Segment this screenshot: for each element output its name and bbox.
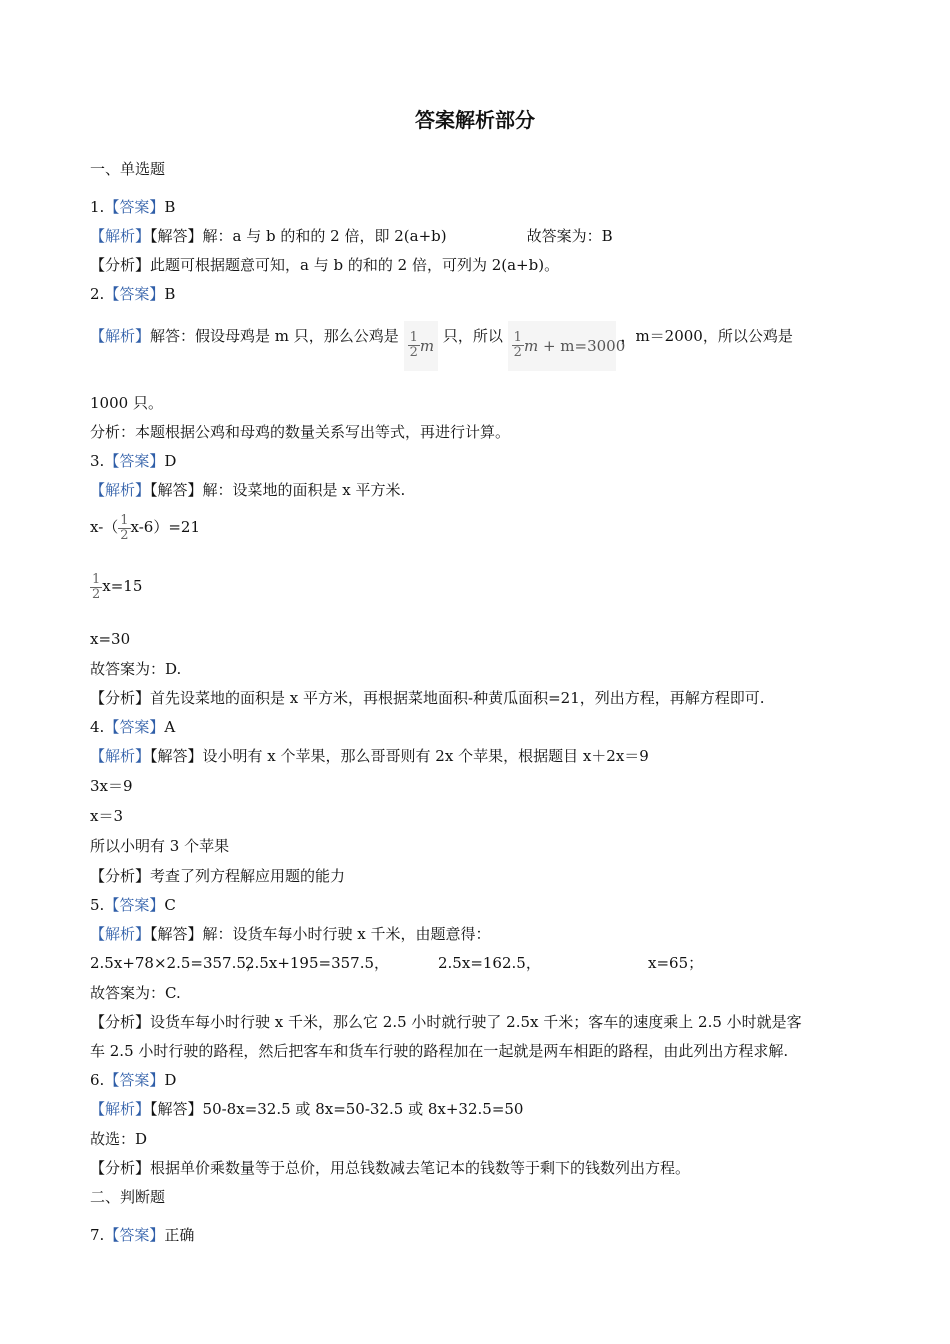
- q6-num: 6.: [90, 1071, 105, 1089]
- q5-fenxi-2: 车 2.5 小时行驶的路程，然后把客车和货车行驶的路程加在一起就是两车相距的路程，由此列出方程求解.: [90, 1042, 789, 1060]
- half-fraction: $\frac{1}{2}$: [92, 571, 101, 602]
- q3-fenxi: [90, 688, 765, 708]
- answer-tag: 【答案】: [104, 285, 165, 303]
- q5-eq3: 2.5x=162.5，: [438, 954, 541, 972]
- q6-analysis: [90, 1099, 523, 1119]
- jiexi-tag: 【解析】: [90, 327, 151, 345]
- q3-eq3: x=30: [90, 630, 131, 648]
- q6-fx: 根据单价乘数量等于总价，用总钱数减去笔记本的钱数等于剩下的钱数列出方程。: [150, 1159, 691, 1177]
- q7-num: 7.: [90, 1226, 105, 1244]
- q6-answer: [90, 1070, 176, 1090]
- jieda-tag: 【解答】: [150, 1100, 203, 1118]
- q1-fx: 此题可根据题意可知，a 与 b 的和的 2 倍，可列为 2(a+b)。: [150, 256, 560, 274]
- q4-ans: A: [164, 718, 176, 736]
- q1-ans: B: [164, 198, 176, 216]
- q3-num: 3.: [90, 452, 105, 470]
- q2-jx-c: ，m＝2000，所以公鸡是: [620, 327, 793, 345]
- q1-answer: [90, 197, 175, 217]
- q3-analysis: [90, 480, 405, 500]
- q1-num: 1.: [90, 198, 105, 216]
- jieda-tag: 【解答】: [150, 481, 203, 499]
- q5-eq1: 2.5x+78×2.5=357.5，: [90, 954, 261, 972]
- q5-analysis: [90, 924, 491, 944]
- q5-answer: [90, 895, 176, 915]
- q3-jx: 解：设菜地的面积是 x 平方米.: [202, 481, 406, 499]
- fenxi-tag: 【分析】: [90, 689, 151, 707]
- q3-eq2: $\frac{1}{2}$ x=15: [92, 571, 143, 602]
- q1-fenxi: [90, 255, 559, 275]
- section-heading-single-choice: 一、单选题: [90, 160, 166, 178]
- q3-answer: [90, 451, 176, 471]
- q2-num: 2.: [90, 285, 105, 303]
- fenxi-tag: 【分析】: [90, 1013, 151, 1031]
- q5-num: 5.: [90, 896, 105, 914]
- jieda-tag: 【解答】: [150, 747, 203, 765]
- q5-fenxi-1: [90, 1012, 802, 1032]
- answer-tag: 【答案】: [104, 896, 165, 914]
- q4-answer: [90, 717, 175, 737]
- q5-jx: 解：设货车每小时行驶 x 千米，由题意得：: [202, 925, 491, 943]
- jiexi-tag: 【解析】: [90, 481, 151, 499]
- q4-fenxi: [90, 866, 345, 886]
- q4-eq2: x＝3: [90, 807, 124, 825]
- q6-ans: D: [164, 1071, 177, 1089]
- q2-fenxi: 分析：本题根据公鸡和母鸡的数量关系写出等式，再进行计算。: [90, 423, 511, 441]
- q2-jx-d: 1000 只。: [90, 394, 163, 412]
- answer-tag: 【答案】: [104, 452, 165, 470]
- q4-fx: 考查了列方程解应用题的能力: [150, 867, 346, 885]
- q3-eq1: x-（ $\frac{1}{2}$ x-6）=21: [90, 512, 201, 543]
- q4-jx: 设小明有 x 个苹果，那么哥哥则有 2x 个苹果，根据题目 x＋2x＝9: [202, 747, 649, 765]
- q5-eq4: x=65；: [648, 954, 704, 972]
- page-title: 答案解析部分: [415, 108, 535, 132]
- q1-jx: 解：a 与 b 的和的 2 倍，即 2(a+b): [202, 227, 447, 245]
- q3-conclusion: 故答案为：D.: [90, 660, 182, 678]
- q3-ans: D: [164, 452, 177, 470]
- q2-jx-b: 只，所以: [442, 327, 503, 345]
- jiexi-tag: 【解析】: [90, 747, 151, 765]
- fenxi-tag: 【分析】: [90, 867, 151, 885]
- section-heading-true-false: 二、判断题: [90, 1188, 166, 1206]
- half-fraction: $\frac{1}{2}$: [120, 512, 129, 543]
- q5-ans: C: [164, 896, 176, 914]
- q1-jx2: 故答案为：B: [526, 227, 613, 245]
- answer-tag: 【答案】: [104, 718, 165, 736]
- q2-analysis: [90, 313, 793, 371]
- q5-conclusion: 故答案为：C.: [90, 984, 181, 1002]
- jiexi-tag: 【解析】: [90, 925, 151, 943]
- q1-analysis: [90, 226, 613, 246]
- jieda-tag: 【解答】: [150, 227, 203, 245]
- q2-answer: [90, 284, 175, 304]
- fenxi-tag: 【分析】: [90, 256, 151, 274]
- q5-eq2: 2.5x+195=357.5，: [245, 954, 390, 972]
- answer-tag: 【答案】: [104, 198, 165, 216]
- answer-tag: 【答案】: [104, 1226, 165, 1244]
- answer-tag: 【答案】: [104, 1071, 165, 1089]
- q2-jx-a: 解答：假设母鸡是 m 只，那么公鸡是: [150, 327, 399, 345]
- q6-jx: 50-8x=32.5 或 8x=50-32.5 或 8x+32.5=50: [202, 1100, 524, 1118]
- q5-equations: [90, 953, 850, 973]
- jiexi-tag: 【解析】: [90, 227, 151, 245]
- q6-fenxi: [90, 1158, 690, 1178]
- formula-half-m: $\frac{1}{2}$ m: [404, 321, 439, 371]
- q6-conclusion: 故选：D: [90, 1130, 148, 1148]
- q5-fx1: 设货车每小时行驶 x 千米，那么它 2.5 小时就行驶了 2.5x 千米；客车的速度乘上 2.5 小时就是客: [150, 1013, 802, 1031]
- q7-answer: [90, 1225, 194, 1245]
- q2-ans: B: [164, 285, 176, 303]
- q4-analysis: [90, 746, 649, 766]
- q4-eq1: 3x＝9: [90, 777, 133, 795]
- jiexi-tag: 【解析】: [90, 1100, 151, 1118]
- fenxi-tag: 【分析】: [90, 1159, 151, 1177]
- q4-conclusion: 所以小明有 3 个苹果: [90, 837, 230, 855]
- q7-ans: 正确: [164, 1226, 195, 1244]
- formula-equation: $\frac{1}{2}$ m + m=3000: [508, 321, 616, 371]
- jieda-tag: 【解答】: [150, 925, 203, 943]
- q4-num: 4.: [90, 718, 105, 736]
- q3-fx: 首先设菜地的面积是 x 平方米，再根据菜地面积-种黄瓜面积=21，列出方程，再解方程即可.: [150, 689, 765, 707]
